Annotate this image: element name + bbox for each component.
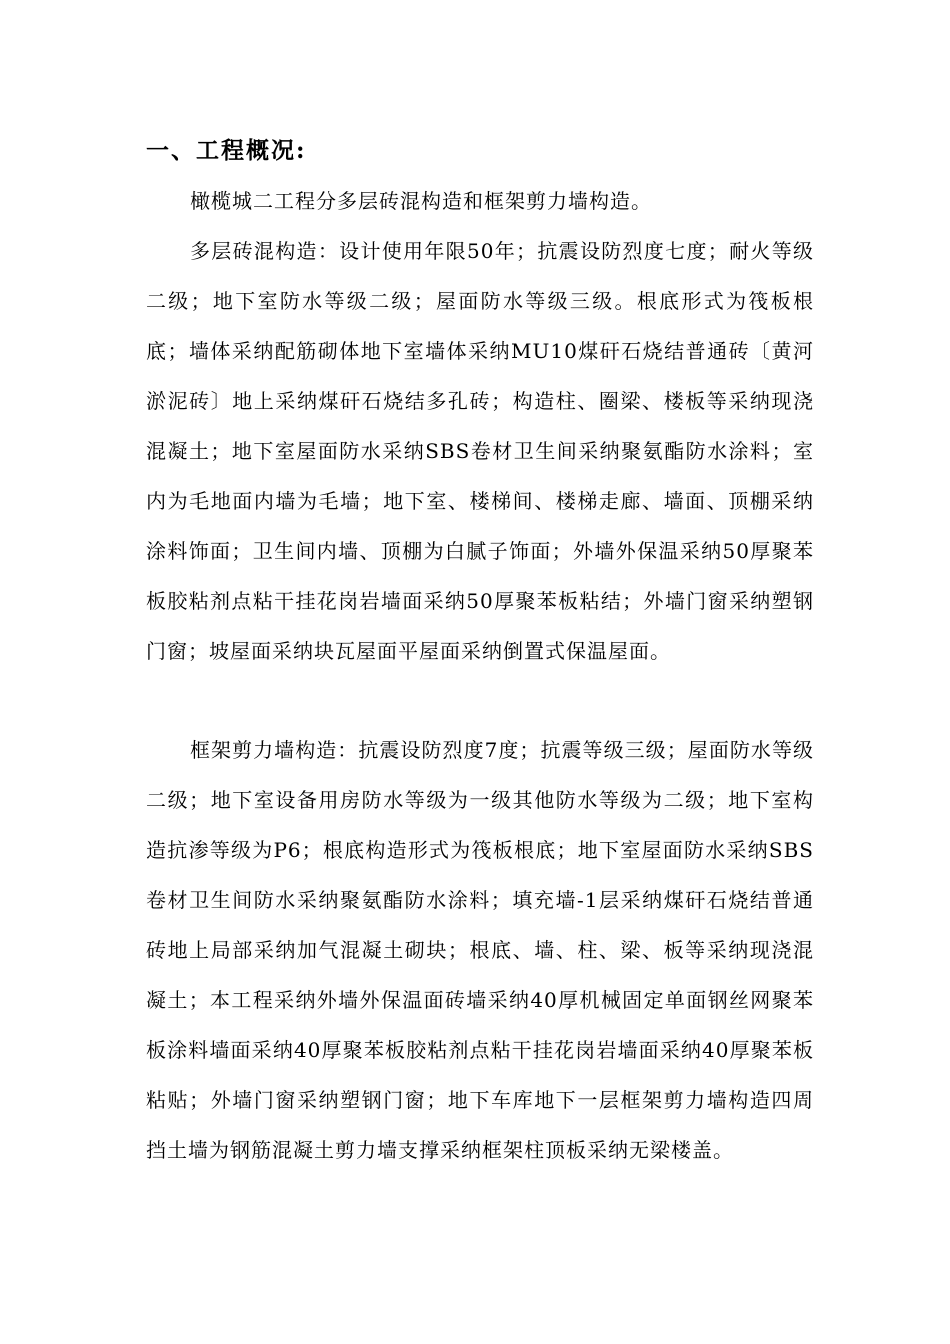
paragraph-text: 橄榄城二工程分多层砖混构造和框架剪力墙构造。 [190, 189, 652, 213]
paragraph-text: 框架剪力墙构造：抗震设防烈度7度；抗震等级三级；屋面防水等级二级；地下室设备用房防水等级为一级其他防水等级为二级；地下室构造抗渗等级为P6；根底构造形式为筏板根底；地下室屋面防水采纳SBS卷材卫生间防水采纳聚氨酯防水涂料；填充墙-1层采纳煤矸石烧结普通砖地上局部采纳加气混凝土砌块；根底、墙、柱、梁、板等采纳现浇混凝土；本工程采纳外墙外保温面砖墙采纳40厚机械固定单面钢丝网聚苯板涂料墙面采纳40厚聚苯板胶粘剂点粘干挂花岗岩墙面采纳40厚聚苯板粘贴；外墙门窗采纳塑钢门窗；地下车库地下一层框架剪力墙构造四周挡土墙为钢筋混凝土剪力墙支撑采纳框架柱顶板采纳无梁楼盖。 [146, 738, 814, 1162]
section-heading: 一、工程概况: [146, 137, 307, 164]
paragraph-text: 多层砖混构造：设计使用年限50年；抗震设防烈度七度；耐火等级二级；地下室防水等级二级；屋面防水等级三级。根底形式为筏板根底；墙体采纳配筋砌体地下室墙体采纳MU10煤矸石烧结普通砖〔黄河淤泥砖〕地上采纳煤矸石烧结多孔砖；构造柱、圈梁、楼板等采纳现浇混凝土；地下室屋面防水采纳SBS卷材卫生间采纳聚氨酯防水涂料；室内为毛地面内墙为毛墙；地下室、楼梯间、楼梯走廊、墙面、顶棚采纳涂料饰面；卫生间内墙、顶棚为白腻子饰面；外墙外保温采纳50厚聚苯板胶粘剂点粘干挂花岗岩墙面采纳50厚聚苯板粘结；外墙门窗采纳塑钢门窗；坡屋面采纳块瓦屋面平屋面采纳倒置式保温屋面。 [146, 239, 814, 663]
paragraph-intro [146, 176, 814, 226]
paragraph-masonry-structure [146, 226, 814, 676]
paragraph-frame-shear-wall-structure [146, 725, 814, 1175]
